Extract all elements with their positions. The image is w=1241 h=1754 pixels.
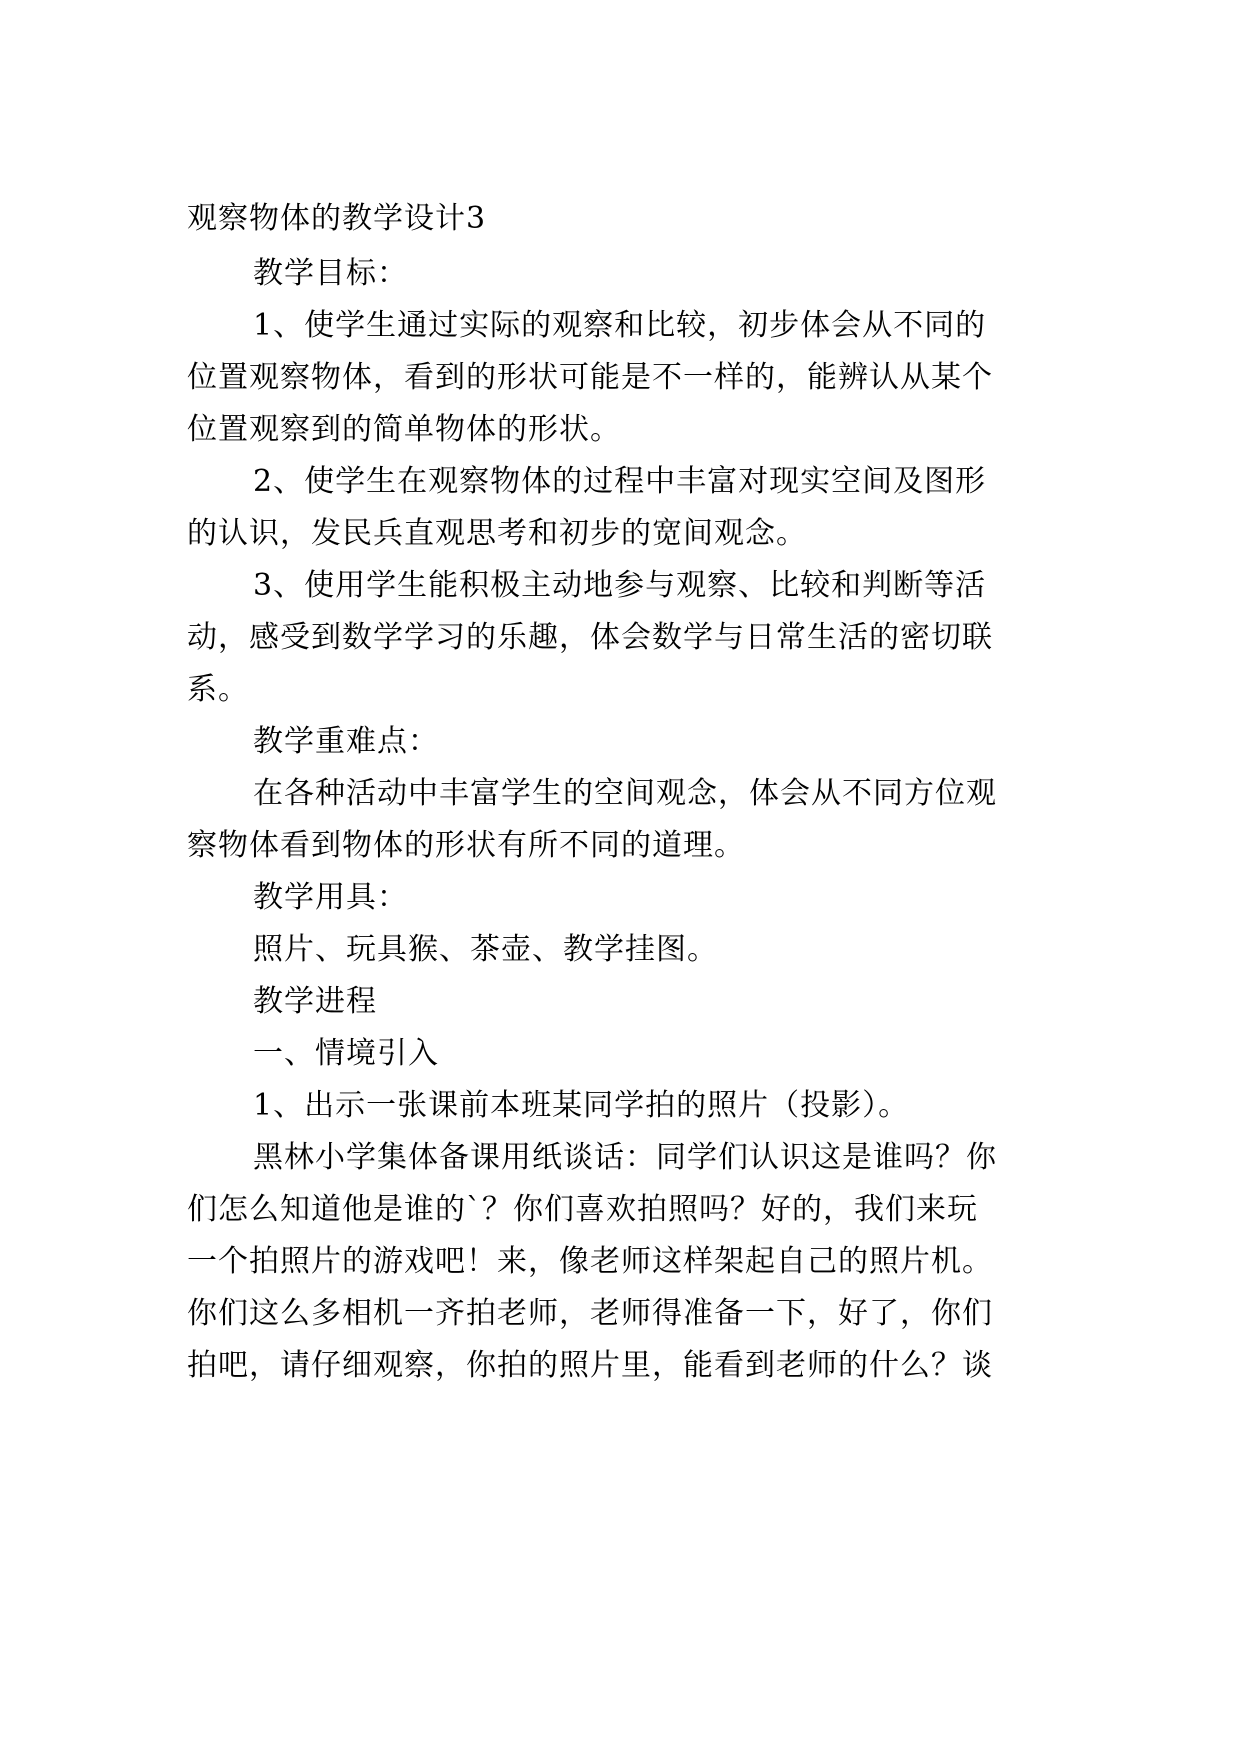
section-heading: 教学进程 bbox=[253, 984, 377, 1019]
paragraph-line: 系。 bbox=[187, 672, 249, 707]
document-title: 观察物体的教学设计3 bbox=[187, 201, 487, 236]
paragraph-line: 察物体看到物体的形状有所不同的道理。 bbox=[187, 828, 745, 863]
section-heading: 一、情境引入 bbox=[253, 1036, 439, 1071]
paragraph-line: 照片、玩具猴、茶壶、教学挂图。 bbox=[253, 932, 718, 967]
paragraph-line: 1、出示一张课前本班某同学拍的照片（投影）。 bbox=[253, 1088, 910, 1123]
paragraph-line: 一个拍照片的游戏吧！来，像老师这样架起自己的照片机。 bbox=[187, 1244, 993, 1279]
paragraph-line: 的认识，发民兵直观思考和初步的宽间观念。 bbox=[187, 516, 807, 551]
section-heading: 教学用具： bbox=[253, 880, 408, 915]
section-heading: 教学重难点： bbox=[253, 724, 439, 759]
paragraph-line: 在各种活动中丰富学生的空间观念，体会从不同方位观 bbox=[253, 776, 997, 811]
paragraph-line: 动，感受到数学学习的乐趣，体会数学与日常生活的密切联 bbox=[187, 620, 993, 655]
paragraph-line: 3、使用学生能积极主动地参与观察、比较和判断等活 bbox=[253, 568, 987, 603]
paragraph-line: 拍吧，请仔细观察，你拍的照片里，能看到老师的什么？谈 bbox=[187, 1348, 993, 1383]
section-heading: 教学目标： bbox=[253, 256, 408, 291]
paragraph-line: 2、使学生在观察物体的过程中丰富对现实空间及图形 bbox=[253, 464, 987, 499]
paragraph-line: 位置观察到的简单物体的形状。 bbox=[187, 412, 621, 447]
paragraph-line: 你们这么多相机一齐拍老师，老师得准备一下，好了，你们 bbox=[187, 1296, 993, 1331]
paragraph-line: 黑林小学集体备课用纸谈话：同学们认识这是谁吗？你 bbox=[253, 1140, 997, 1175]
paragraph-line: 们怎么知道他是谁的`？你们喜欢拍照吗？好的，我们来玩 bbox=[187, 1192, 978, 1227]
paragraph-line: 1、使学生通过实际的观察和比较，初步体会从不同的 bbox=[253, 308, 987, 343]
paragraph-line: 位置观察物体，看到的形状可能是不一样的，能辨认从某个 bbox=[187, 360, 993, 395]
